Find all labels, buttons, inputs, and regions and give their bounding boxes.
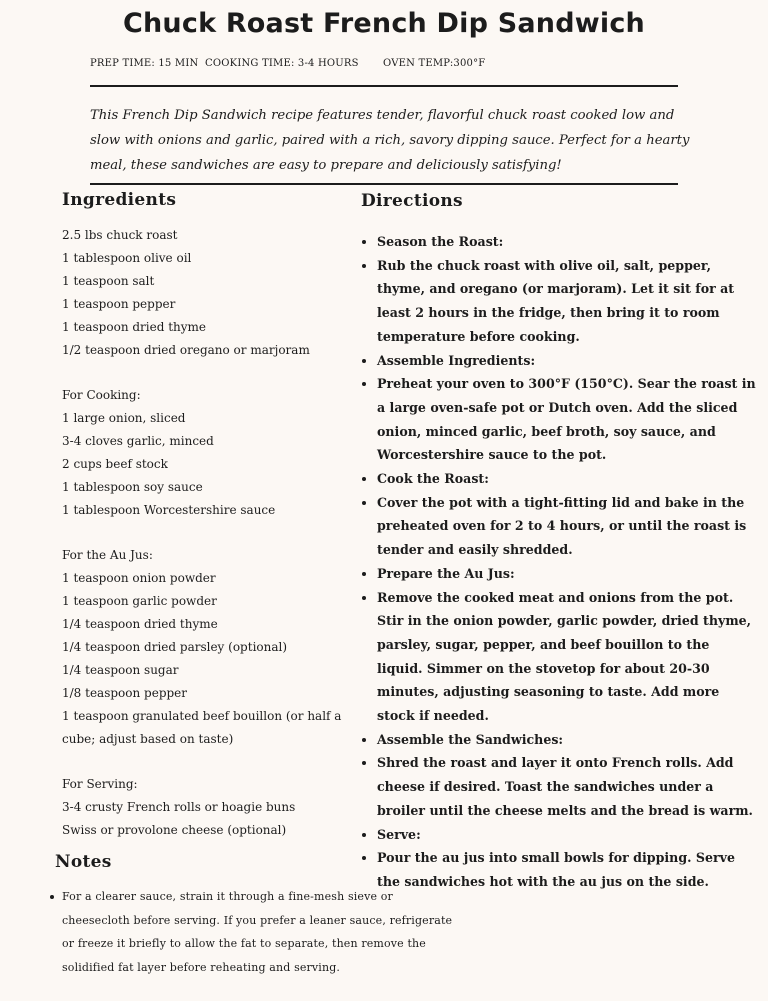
ingredient-item: 2.5 lbs chuck roast — [62, 228, 178, 242]
ingredient-item: 1 large onion, sliced — [62, 411, 186, 425]
ingredient-item: 1 teaspoon onion powder — [62, 571, 216, 585]
ingredient-subheading: For the Au Jus: — [62, 548, 153, 562]
direction-step: • Shred the roast and layer it onto French rolls. Add cheese if desired. Toast the sandwiches under a broiler until the cheese melts and the bread is warm. — [377, 751, 759, 822]
ingredient-item: 1 tablespoon olive oil — [62, 251, 192, 265]
ingredient-item: Swiss or provolone cheese (optional) — [62, 823, 287, 837]
directions-heading: Directions — [361, 191, 463, 211]
ingredient-item: cube; adjust based on taste) — [62, 732, 234, 746]
spacer — [62, 751, 362, 773]
prep-time: PREP TIME: 15 MIN — [90, 58, 199, 69]
ingredient-item: 1/4 teaspoon dried thyme — [62, 617, 218, 631]
ingredient-item: 1 teaspoon granulated beef bouillon (or half a — [62, 709, 342, 723]
spacer — [62, 362, 362, 384]
note-item: For a clearer sauce, strain it through a fine-mesh sieve or cheesecloth before serving. If you prefer a leaner sauce, refrigerate or freeze it briefly to allow the fat to separate, then remove the solidified fat layer before reheating and serving. — [62, 885, 462, 979]
direction-step-title: • Assemble the Sandwiches: — [377, 728, 759, 752]
ingredient-item: 1 tablespoon soy sauce — [62, 480, 203, 494]
notes-heading: Notes — [55, 852, 112, 872]
direction-step: • Remove the cooked meat and onions from the pot. Stir in the onion powder, garlic powder, dried thyme, parsley, sugar, pepper, and beef bouillon to the liquid. Simmer on the stovetop for about 20-30 minutes, adjusting seasoning to taste. Add more stock if needed. — [377, 586, 759, 728]
ingredient-item: 3-4 cloves garlic, minced — [62, 434, 214, 448]
direction-step-title: • Assemble Ingredients: — [377, 349, 759, 373]
notes-list — [62, 885, 462, 979]
ingredient-subheading: For Cooking: — [62, 388, 141, 402]
intro-text: This French Dip Sandwich recipe features tender, flavorful chuck roast cooked low and slow with onions and garlic, paired with a rich, savory dipping sauce. Perfect for a hearty meal, these sandwiches are easy to prepare and deliciously satisfying! — [90, 108, 690, 173]
page-title: Chuck Roast French Dip Sandwich — [123, 8, 645, 39]
ingredient-item: 1/4 teaspoon dried parsley (optional) — [62, 640, 288, 654]
direction-step: • Preheat your oven to 300°F (150°C). Sear the roast in a large oven-safe pot or Dutch oven. Add the sliced onion, minced garlic, beef broth, soy sauce, and Worcestershire sauce to the pot. — [377, 372, 759, 467]
ingredient-subheading: For Serving: — [62, 777, 138, 791]
ingredients-list — [62, 224, 362, 842]
spacer — [62, 522, 362, 544]
direction-step-title: • Prepare the Au Jus: — [377, 562, 759, 586]
ingredient-item: 1 teaspoon dried thyme — [62, 320, 207, 334]
oven-temp: OVEN TEMP:300°F — [383, 58, 486, 69]
ingredient-item: 1/2 teaspoon dried oregano or marjoram — [62, 343, 310, 357]
intro-divider — [90, 183, 678, 185]
direction-step-title: • Serve: — [377, 823, 759, 847]
direction-step: • Cover the pot with a tight-fitting lid and bake in the preheated oven for 2 to 4 hours, or until the roast is tender and easily shredded. — [377, 491, 759, 562]
ingredient-item: 1 teaspoon garlic powder — [62, 594, 217, 608]
ingredient-item: 3-4 crusty French rolls or hoagie buns — [62, 800, 296, 814]
direction-step-title: • Season the Roast: — [377, 230, 759, 254]
direction-step: • Rub the chuck roast with olive oil, salt, pepper, thyme, and oregano (or marjoram). Let it sit for at least 2 hours in the fridge, then bring it to room temperature before cooking. — [377, 254, 759, 349]
top-divider — [90, 85, 678, 87]
ingredients-heading: Ingredients — [62, 190, 177, 210]
ingredient-item: 1 teaspoon salt — [62, 274, 155, 288]
direction-step-title: • Cook the Roast: — [377, 467, 759, 491]
direction-step: • Pour the au jus into small bowls for dipping. Serve the sandwiches hot with the au jus on the side. — [377, 846, 759, 893]
cooking-time: COOKING TIME: 3-4 HOURS — [205, 58, 359, 69]
directions-list — [361, 230, 759, 894]
ingredient-item: 1/8 teaspoon pepper — [62, 686, 188, 700]
ingredient-item: 1/4 teaspoon sugar — [62, 663, 179, 677]
ingredient-item: 1 teaspoon pepper — [62, 297, 176, 311]
ingredient-item: 1 tablespoon Worcestershire sauce — [62, 503, 276, 517]
ingredient-item: 2 cups beef stock — [62, 457, 168, 471]
